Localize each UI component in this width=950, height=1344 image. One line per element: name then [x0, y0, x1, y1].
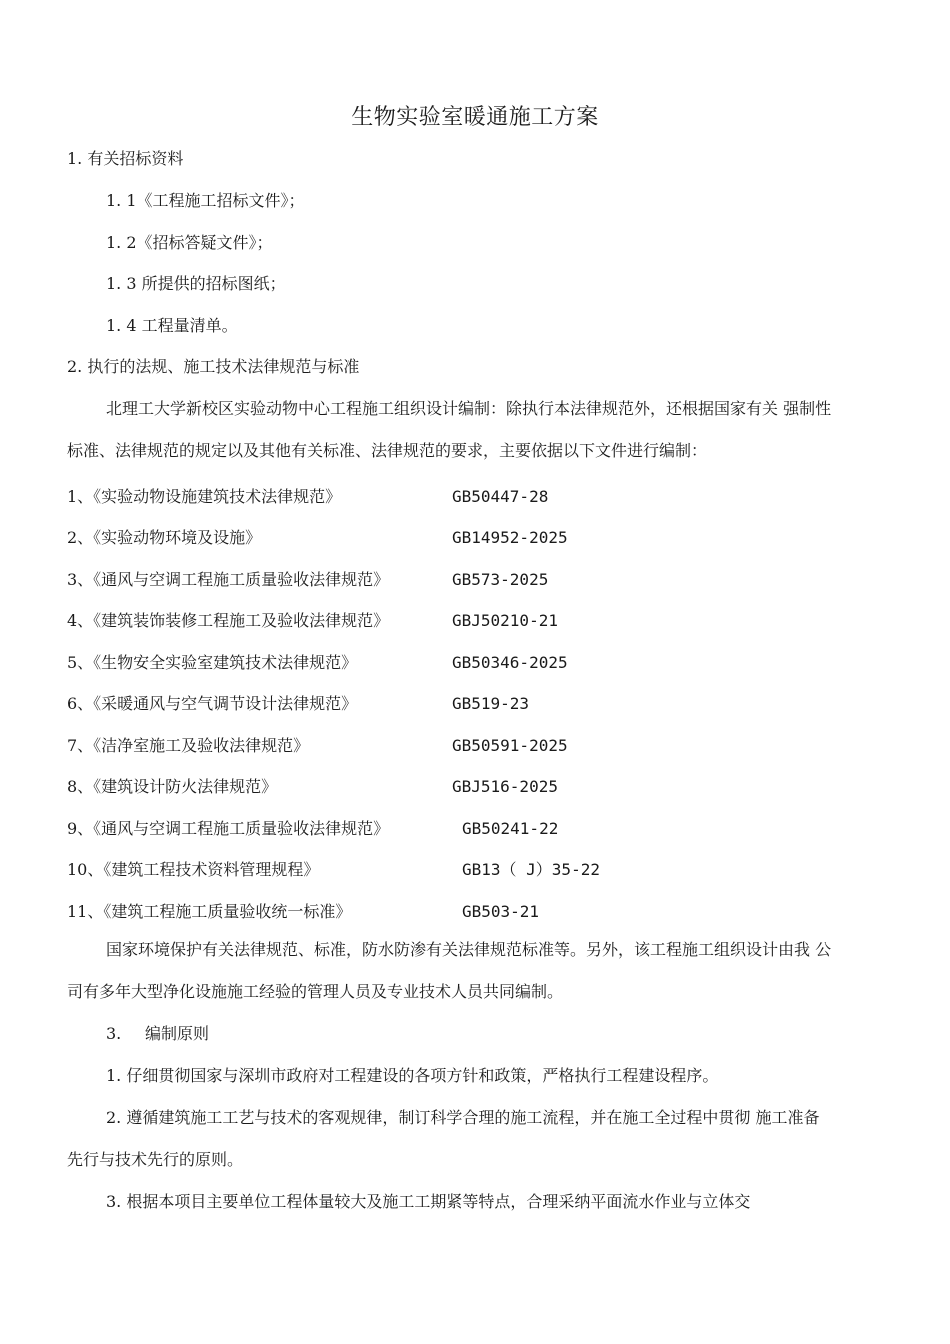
section3-principle-1: 1. 仔细贯彻国家与深圳市政府对工程建设的各项方针和政策，严格执行工程建设程序。: [106, 1066, 719, 1085]
standard-code: GB50591-2025: [452, 736, 568, 755]
document-title: 生物实验室暖通施工方案: [351, 105, 599, 130]
section3-heading: 编制原则: [145, 1024, 210, 1043]
standard-code: GB14952-2025: [452, 528, 568, 547]
section1-item-4: 1. 4 工程量清单。: [106, 316, 238, 335]
standard-code: GB50241-22: [462, 819, 559, 838]
section2-heading: 2. 执行的法规、施工技术法律规范与标准: [67, 357, 360, 376]
section2-intro-line1: 北理工大学新校区实验动物中心工程施工组织设计编制：除执行本法律规范外，还根据国家有关 强制性: [106, 399, 832, 418]
standard-code: GB50346-2025: [452, 653, 568, 672]
section3-number: 3.: [106, 1024, 122, 1043]
section3-principle-2-line1: 2. 遵循建筑施工工艺与技术的客观规律，制订科学合理的施工流程，并在施工全过程中贯彻 施工准备: [106, 1108, 820, 1127]
standard-code: GB503-21: [462, 902, 540, 921]
standard-name: 5、《生物安全实验室建筑技术法律规范》: [67, 653, 358, 672]
standard-code: GB50447-28: [452, 487, 549, 506]
section1-item-1: 1. 1《工程施工招标文件》；: [106, 191, 305, 210]
standard-code: GB519-23: [452, 694, 530, 713]
section1-item-3: 1. 3 所提供的招标图纸；: [106, 274, 286, 293]
standard-name: 9、《通风与空调工程施工质量验收法律规范》: [67, 819, 390, 838]
standard-name: 1、《实验动物设施建筑技术法律规范》: [67, 487, 342, 506]
standard-name: 6、《采暖通风与空气调节设计法律规范》: [67, 694, 358, 713]
standard-name: 8、《建筑设计防火法律规范》: [67, 777, 278, 796]
section3-principle-2-line2: 先行与技术先行的原则。: [67, 1150, 244, 1169]
standard-code: GBJ516-2025: [452, 777, 558, 796]
standard-code: GBJ50210-21: [452, 611, 558, 630]
section2-intro-line2: 标准、法律规范的规定以及其他有关标准、法律规范的要求，主要依据以下文件进行编制：: [67, 441, 708, 460]
standard-name: 2、《实验动物环境及设施》: [67, 528, 262, 547]
section3-principle-3: 3. 根据本项目主要单位工程体量较大及施工工期紧等特点，合理采纳平面流水作业与立体交: [106, 1192, 751, 1211]
standard-code: GB573-2025: [452, 570, 549, 589]
standard-name: 7、《洁净室施工及验收法律规范》: [67, 736, 310, 755]
section2-closing-line2: 司有多年大型净化设施施工经验的管理人员及专业技术人员共同编制。: [67, 982, 564, 1001]
standard-name: 10、《建筑工程技术资料管理规程》: [67, 860, 320, 879]
standard-name: 11、《建筑工程施工质量验收统一标准》: [67, 902, 352, 921]
section1-heading: 1. 有关招标资料: [67, 149, 184, 168]
standard-name: 3、《通风与空调工程施工质量验收法律规范》: [67, 570, 390, 589]
standard-name: 4、《建筑装饰装修工程施工及验收法律规范》: [67, 611, 390, 630]
section2-closing-line1: 国家环境保护有关法律规范、标准，防水防渗有关法律规范标准等。另外，该工程施工组织设计由我 公: [106, 940, 832, 959]
section1-item-2: 1. 2《招标答疑文件》；: [106, 233, 273, 252]
standard-code: GB13（ J）35-22: [462, 860, 600, 879]
